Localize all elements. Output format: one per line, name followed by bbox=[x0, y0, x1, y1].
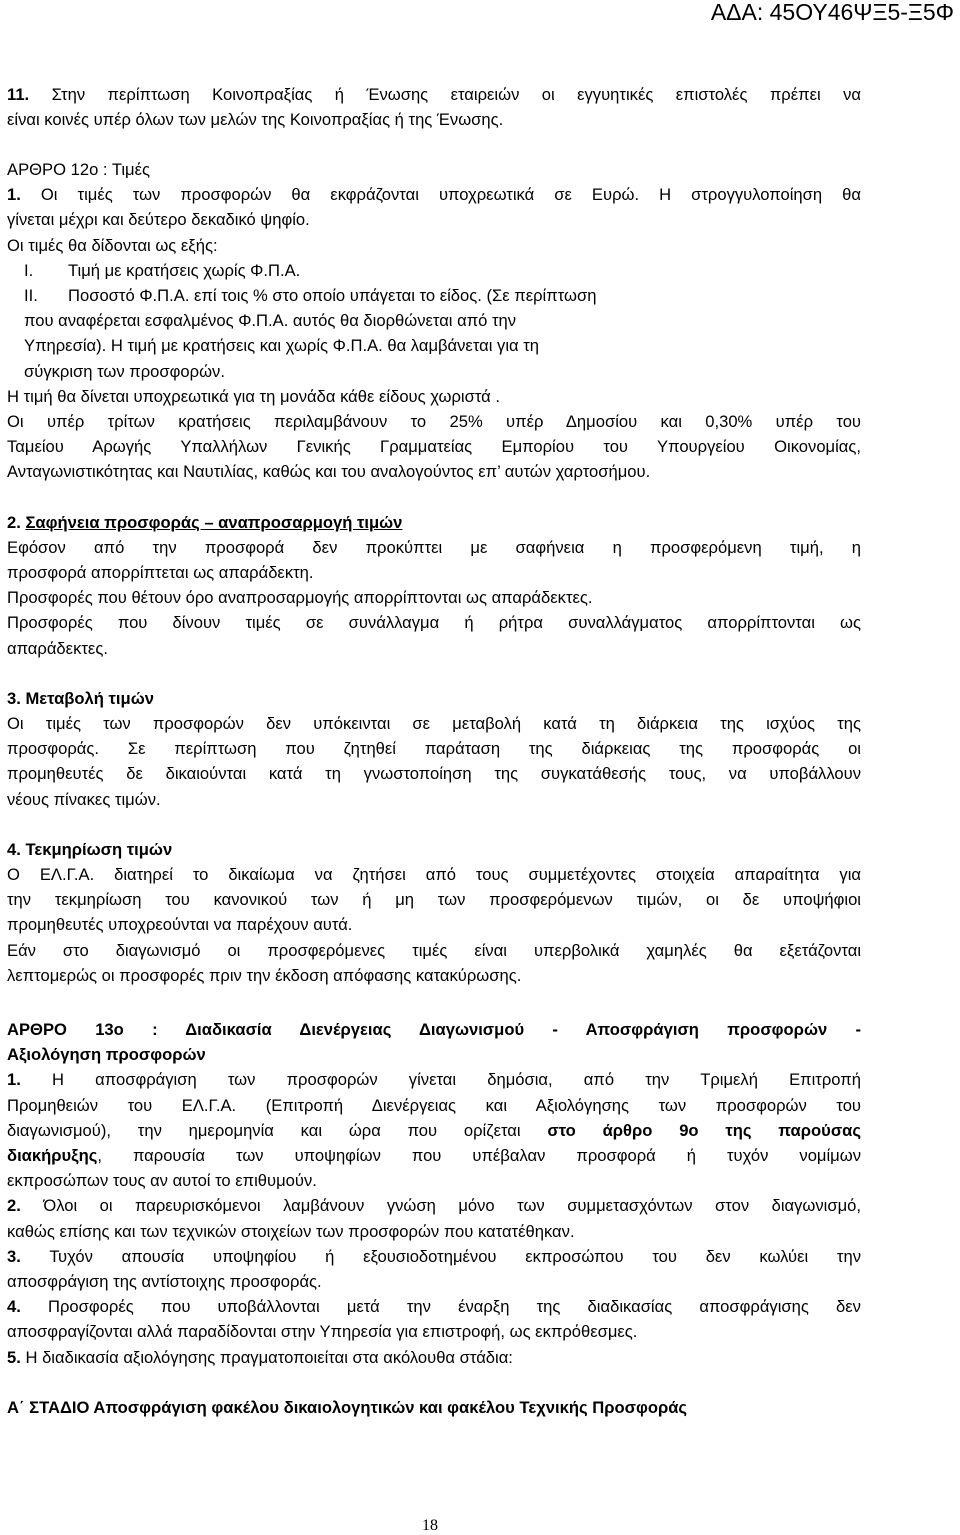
text-line: αποσφράγιση της αντίστοιχης προσφοράς. bbox=[7, 1272, 322, 1292]
text-line: προμηθευτές υποχρεούνται να παρέχουν αυτά. bbox=[7, 915, 353, 935]
text-line: Προσφορές που υποβάλλονται μετά την έναρξη της διαδικασίας αποσφράγισης δεν bbox=[48, 1297, 861, 1317]
section-heading: 4. Τεκμηρίωση τιμών bbox=[7, 839, 173, 859]
roman-numeral: II. bbox=[24, 286, 38, 306]
text-line: που αναφέρεται εσφαλμένος Φ.Π.Α. αυτός θα διορθώνεται από την bbox=[24, 311, 517, 331]
paragraph-11 bbox=[7, 82, 861, 132]
article-title: ΑΡΘΡΟ 13ο : Διαδικασία Διενέργειας Διαγωνισμού - Αποσφράγιση προσφορών - bbox=[7, 1020, 861, 1039]
text-line: προσφοράς. Σε περίπτωση που ζητηθεί παράταση της διάρκειας της προσφοράς οι bbox=[7, 739, 861, 759]
text-line: Τιμή με κρατήσεις χωρίς Φ.Π.Α. bbox=[68, 260, 301, 280]
text-line: καθώς επίσης και των τεχνικών στοιχείων των προσφορών που κατατέθηκαν. bbox=[7, 1221, 575, 1241]
text-line: σύγκριση των προσφορών. bbox=[24, 361, 225, 381]
item-number: 2. bbox=[7, 1196, 21, 1216]
article-title: Αξιολόγηση προσφορών bbox=[7, 1045, 206, 1065]
text-line: Ο ΕΛ.Γ.Α. διατηρεί το δικαίωμα να ζητήσει από τους συμμετέχοντες στοιχεία απαραίτητα για bbox=[7, 865, 861, 885]
text-line: , παρουσία των υποψηφίων που υπέβαλαν προσφορά ή τυχόν νομίμων bbox=[97, 1146, 861, 1166]
item-number: 3. bbox=[7, 1246, 21, 1266]
text-line: νέους πίνακες τιμών. bbox=[7, 789, 161, 809]
text-line: εκπροσώπων τους αν αυτοί το επιθυμούν. bbox=[7, 1171, 317, 1191]
section-heading: 3. Μεταβολή τιμών bbox=[7, 688, 154, 708]
text-line: Οι τιμές θα δίδονται ως εξής: bbox=[7, 235, 218, 255]
text-line: προμηθευτές δε δικαιούνται κατά τη γνωστοποίηση της συγκατάθεσής τους, να υποβάλλουν bbox=[7, 764, 861, 784]
text-line: προσφορά απορρίπτεται ως απαράδεκτη. bbox=[7, 563, 314, 583]
stage-heading: Α΄ ΣΤΑΔΙΟ Αποσφράγιση φακέλου δικαιολογητικών και φακέλου Τεχνικής Προσφοράς bbox=[7, 1397, 688, 1417]
list-item bbox=[7, 283, 861, 308]
text-line: Ταμείου Αρωγής Υπαλλήλων Γενικής Γραμματείας Εμπορίου του Υπουργείου Οικονομίας, bbox=[7, 437, 861, 457]
item-number: 5. bbox=[7, 1347, 21, 1367]
text-line: Τυχόν απουσία υποψηφίου ή εξουσιοδοτημένου εκπροσώπου του δεν κωλύει την bbox=[49, 1246, 862, 1266]
section-heading: Σαφήνεια προσφοράς – αναπροσαρμογή τιμών bbox=[25, 512, 403, 532]
item-number: 2. bbox=[7, 512, 21, 532]
text-line: Η τιμή θα δίνεται υποχρεωτικά για τη μονάδα κάθε είδους χωριστά . bbox=[7, 386, 500, 406]
text-line: Όλοι οι παρευρισκόμενοι λαμβάνουν γνώση μόνο των συμμετασχόντων στον διαγωνισμό, bbox=[43, 1196, 861, 1216]
text-line: Οι τιμές των προσφορών δεν υπόκεινται σε μεταβολή κατά τη διάρκεια της ισχύος της bbox=[7, 714, 861, 734]
text-line: Ανταγωνιστικότητας και Ναυτιλίας, καθώς και του αναλογούντος επ’ αυτών χαρτοσήμου. bbox=[7, 462, 651, 482]
text-line: την τεκμηρίωση του κανονικού των ή μη των προσφερόμενων τιμών, οι δε υποψήφιοι bbox=[7, 890, 861, 910]
list-item bbox=[7, 258, 861, 283]
text-line: Ποσοστό Φ.Π.Α. επί τοις % στο οποίο υπάγεται το είδος. (Σε περίπτωση bbox=[68, 286, 597, 306]
text-line: Στην περίπτωση Κοινοπραξίας ή Ένωσης εταιρειών οι εγγυητικές επιστολές πρέπει να bbox=[51, 85, 861, 104]
page-number: 18 bbox=[422, 1517, 438, 1534]
text-line: απαράδεκτες. bbox=[7, 638, 108, 658]
article-13 bbox=[7, 1017, 861, 1420]
item-number: 4. bbox=[7, 1297, 21, 1317]
bold-text: στο άρθρο 9ο της παρούσας bbox=[547, 1120, 861, 1140]
text-line: Εφόσον από την προσφορά δεν προκύπτει με σαφήνεια η προσφερόμενη τιμή, η bbox=[7, 537, 861, 557]
text-line: Η αποσφράγιση των προσφορών γίνεται δημόσια, από την Τριμελή Επιτροπή bbox=[52, 1070, 861, 1090]
text-line: λεπτομερώς οι προσφορές πριν την έκδοση απόφασης κατακύρωσης. bbox=[7, 965, 522, 985]
text-line: Εάν στο διαγωνισμό οι προσφερόμενες τιμές είναι υπερβολικά χαμηλές θα εξετάζονται bbox=[7, 940, 861, 960]
text-line: είναι κοινές υπέρ όλων των μελών της Κοινοπραξίας ή της Ένωσης. bbox=[7, 110, 504, 130]
text-line: Προμηθειών του ΕΛ.Γ.Α. (Επιτροπή Διενέργειας και Αξιολόγησης των προσφορών του bbox=[7, 1095, 861, 1115]
item-number: 11. bbox=[7, 85, 30, 104]
ada-code: ΑΔΑ: 45ΟΥ46ΨΞ5-Ξ5Φ bbox=[710, 0, 954, 25]
text-line: Προσφορές που θέτουν όρο αναπροσαρμογής απορρίπτονται ως απαράδεκτες. bbox=[7, 588, 593, 608]
text-line: γίνεται μέχρι και δεύτερο δεκαδικό ψηφίο. bbox=[7, 210, 310, 230]
text-line: Οι τιμές των προσφορών θα εκφράζονται υποχρεωτικά σε Ευρώ. Η στρογγυλοποίηση θα bbox=[40, 185, 861, 205]
item-number: 1. bbox=[7, 1070, 21, 1090]
article-12 bbox=[7, 157, 861, 988]
text-line: Προσφορές που δίνουν τιμές σε συνάλλαγμα ή ρήτρα συναλλάγματος απορρίπτονται ως bbox=[7, 613, 861, 633]
text-line: διαγωνισμού), την ημερομηνία και ώρα που ορίζεται bbox=[7, 1120, 548, 1140]
item-number: 1. bbox=[7, 185, 21, 205]
text-line: Υπηρεσία). Η τιμή με κρατήσεις και χωρίς Φ.Π.Α. θα λαμβάνεται για τη bbox=[24, 336, 540, 356]
text-line: Η διαδικασία αξιολόγησης πραγματοποιείται στα ακόλουθα στάδια: bbox=[25, 1347, 513, 1367]
text-line: αποσφραγίζονται αλλά παραδίδονται στην Υπηρεσία για επιστροφή, ως εκπρόθεσμες. bbox=[7, 1322, 638, 1342]
text-line: Οι υπέρ τρίτων κρατήσεις περιλαμβάνουν το 25% υπέρ Δημοσίου και 0,30% υπέρ του bbox=[7, 412, 861, 432]
roman-numeral: I. bbox=[24, 260, 34, 280]
bold-text: διακήρυξης bbox=[7, 1146, 98, 1166]
article-title: ΑΡΘΡΟ 12ο : Τιμές bbox=[7, 160, 151, 179]
